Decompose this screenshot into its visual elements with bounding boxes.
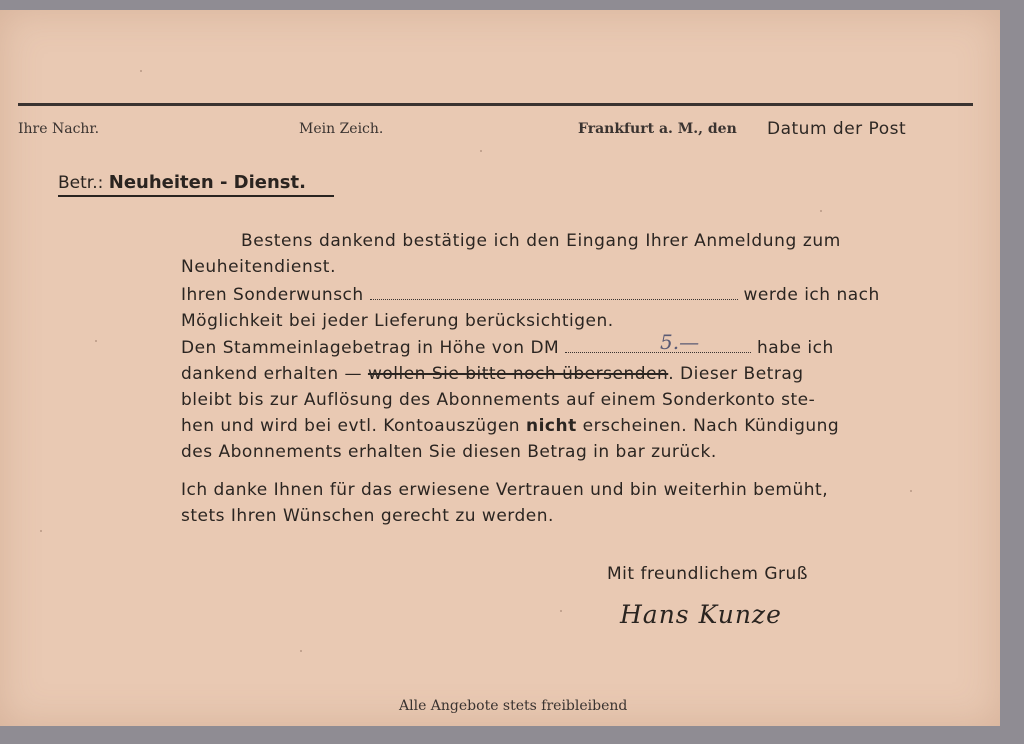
kuendigung-text: erscheinen. Nach Kündigung [582, 416, 840, 436]
paper-speck [300, 650, 302, 652]
kontoauszuegen-text: hen und wird bei evtl. Kontoauszügen [181, 416, 521, 436]
dieser-betrag-text: . Dieser Betrag [668, 364, 804, 384]
amount-blank [565, 340, 751, 353]
mein-zeich-label: Mein Zeich. [299, 121, 384, 137]
sonderwunsch-suffix: werde ich nach [743, 285, 880, 305]
paper-speck [480, 150, 482, 152]
line-danke: Ich danke Ihnen für das erwiesene Vertrauen und bin weiterhin bemüht, [181, 480, 829, 500]
sonderwunsch-label: Ihren Sonderwunsch [181, 285, 364, 305]
paragraph-intro: Bestens dankend bestätige ich den Eingang Ihrer Anmeldung zum Neuheitendienst. [181, 231, 841, 277]
line-kontoauszuegen [181, 416, 921, 436]
subject-prefix: Betr.: [58, 173, 104, 193]
line-stammeinlage [181, 338, 921, 358]
subject-line [58, 172, 334, 197]
footer-note: Alle Angebote stets freibleibend [399, 698, 628, 714]
paper-speck [820, 210, 822, 212]
postcard [0, 10, 1000, 726]
line-wuensche: stets Ihren Wünschen gerecht zu werden. [181, 506, 554, 526]
header-rule [18, 103, 973, 106]
ihre-nachr-label: Ihre Nachr. [18, 121, 100, 137]
line-erhalten [181, 364, 921, 384]
greeting: Mit freundlichem Gruß [607, 564, 808, 584]
stammeinlage-suffix: habe ich [757, 338, 834, 358]
paper-speck [95, 340, 97, 342]
line-abonnement: des Abonnements erhalten Sie diesen Betrag in bar zurück. [181, 442, 717, 462]
paper-speck [40, 530, 42, 532]
line-aufloesung: bleibt bis zur Auflösung des Abonnements auf einem Sonderkonto ste- [181, 390, 816, 410]
date-label: Datum der Post [767, 119, 907, 139]
handwritten-amount: 5.— [660, 330, 700, 354]
sonderwunsch-blank [370, 287, 738, 300]
subject-title: Neuheiten - Dienst. [108, 172, 306, 193]
line-sonderwunsch [181, 285, 921, 305]
paper-speck [560, 610, 562, 612]
signature: Hans Kunze [620, 600, 782, 629]
struck-text: wollen Sie bitte noch übersenden [367, 364, 669, 384]
nicht-bold: nicht [525, 416, 577, 436]
place-label: Frankfurt a. M., den [578, 121, 737, 137]
line-moeglichkeit: Möglichkeit bei jeder Lieferung berücksichtigen. [181, 311, 614, 331]
paper-speck [140, 70, 142, 72]
stammeinlage-label: Den Stammeinlagebetrag in Höhe von DM [181, 338, 560, 358]
erhalten-text: dankend erhalten — [181, 364, 363, 384]
